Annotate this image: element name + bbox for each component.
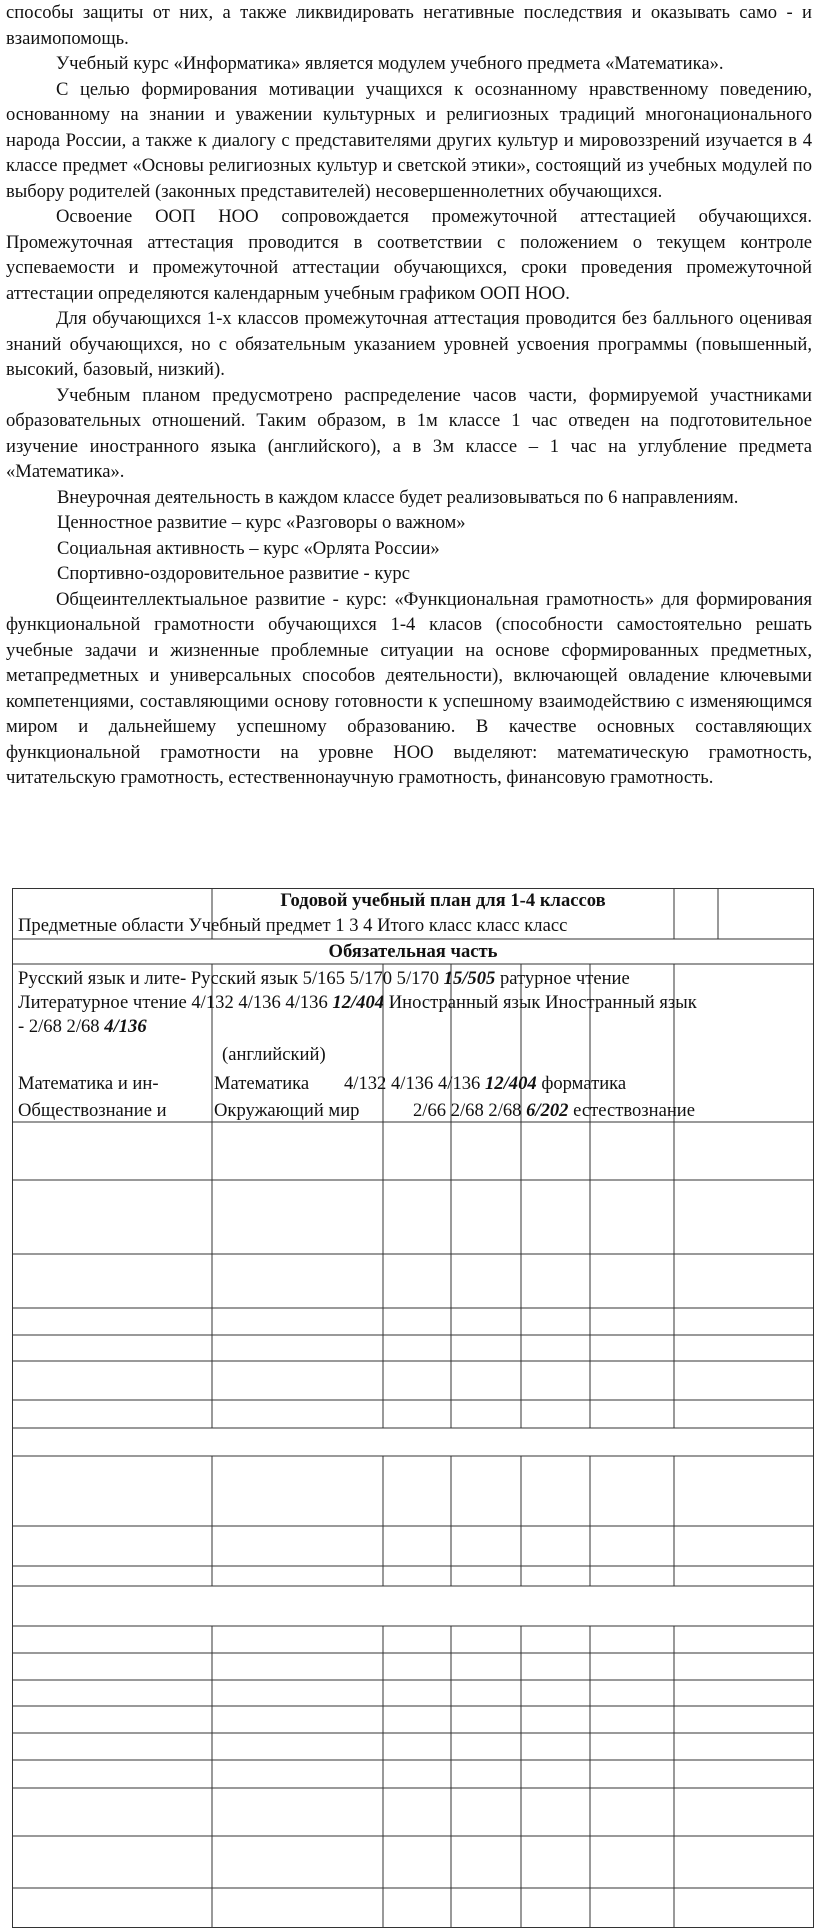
paragraph-attestation: Освоение ООП НОО сопровождается промежуточной аттестацией обучающихся. Промежуточная аттестация проводится в соответствии с положением о текущем контроле успеваемости и промежуточной аттестации обучающихся, сроки проведения промежуточной аттестации определяются календарным учебным графиком ООП НОО. [6, 206, 812, 304]
row-social-subject: Окружающий мир [214, 1100, 360, 1121]
row-foreign-language-line: - 2/68 2/68 4/136 [18, 1016, 147, 1037]
row-math-subject: Математика [214, 1073, 310, 1094]
paragraph-first-grade: Для обучающихся 1-х классов промежуточная аттестация проводится без балльного оценивая знаний обучающихся, но с обязательным указанием уровней усвоения программы (повышенный, высокий, базовый, низкий). [6, 308, 812, 380]
study-plan-table [12, 888, 814, 1928]
row-social-hours: 2/66 2/68 2/68 6/202 естествознание [413, 1100, 695, 1121]
paragraph-continuation: способы защиты от них, а также ликвидировать негативные последствия и оказывать само - и взаимопомощь. [6, 2, 812, 49]
table-title: Годовой учебный план для 1-4 классов [280, 890, 606, 911]
row-literature-line: Литературное чтение 4/132 4/136 4/136 12/404 Иностранный язык Иностранный язык [18, 992, 697, 1013]
paragraph-functional-literacy: Общеинтеллектыальное развитие - курс: «Функциональная грамотность» для формирования функциональной грамотности обучающихся 1-4 класов (способности самостоятельно решать учебные задачи и жизненные проблемные ситуации на основе сформированных предметных, метапредметных и универсальных способов деятельности), включающей овладение ключевыми компетенциями, составляющими основу готовности к успешному взаимодействию с изменяющимся миром и дальнейшему успешному образованию. В качестве основных составляющих функциональной грамотности на уровне НОО выделяют: математическую грамотность, читательскую грамотность, естественнонаучную грамотность, финансовую грамотность. [6, 588, 812, 788]
section-mandatory: Обязательная часть [328, 941, 498, 962]
row-math-hours: 4/132 4/136 4/136 12/404 форматика [344, 1073, 627, 1094]
row-russian-line1: Русский язык и лите- Русский язык 5/165 5/170 5/170 15/505 ратурное чтение [18, 968, 630, 989]
paragraph-informatics: Учебный курс «Информатика» является модулем учебного предмета «Математика». [56, 53, 724, 74]
table-header-line: Предметные области Учебный предмет 1 3 4 Итого класс класс класс [18, 915, 568, 936]
line-sport: Спортивно-оздоровительное развитие - курс [57, 563, 410, 584]
paragraph-orkse: С целью формирования мотивации учащихся к осознанному нравственному поведению, основанному на знании и уважении культурных и религиозных традиций многонационального народа России, а также к диалогу с представителями других культур и мировоззрений изучается в 4 классе предмет «Основы религиозных культур и светской этики», состоящий из учебных модулей по выбору родителей (законных представителей) несовершеннолетних обучающихся. [6, 78, 812, 202]
table-grid [12, 888, 814, 1928]
row-math-area: Математика и ин- [18, 1073, 159, 1094]
paragraph-extracurricular: Внеурочная деятельность в каждом классе будет реализовываться по 6 направлениям. [57, 486, 739, 508]
row-social-area: Обществознание и [18, 1100, 167, 1121]
line-social: Социальная активность – курс «Орлята России» [57, 537, 440, 559]
document-text [6, 0, 812, 791]
line-values: Ценностное развитие – курс «Разговоры о важном» [57, 512, 466, 533]
paragraph-hours: Учебным планом предусмотрено распределение часов части, формируемой участниками образовательных отношений. Таким образом, в 1м классе 1 час отведен на подготовительное изучение иностранного языка (английского), а в 3м классе – 1 час на углубление предмета «Математика». [6, 384, 812, 482]
row-english-label: (английский) [222, 1044, 326, 1065]
